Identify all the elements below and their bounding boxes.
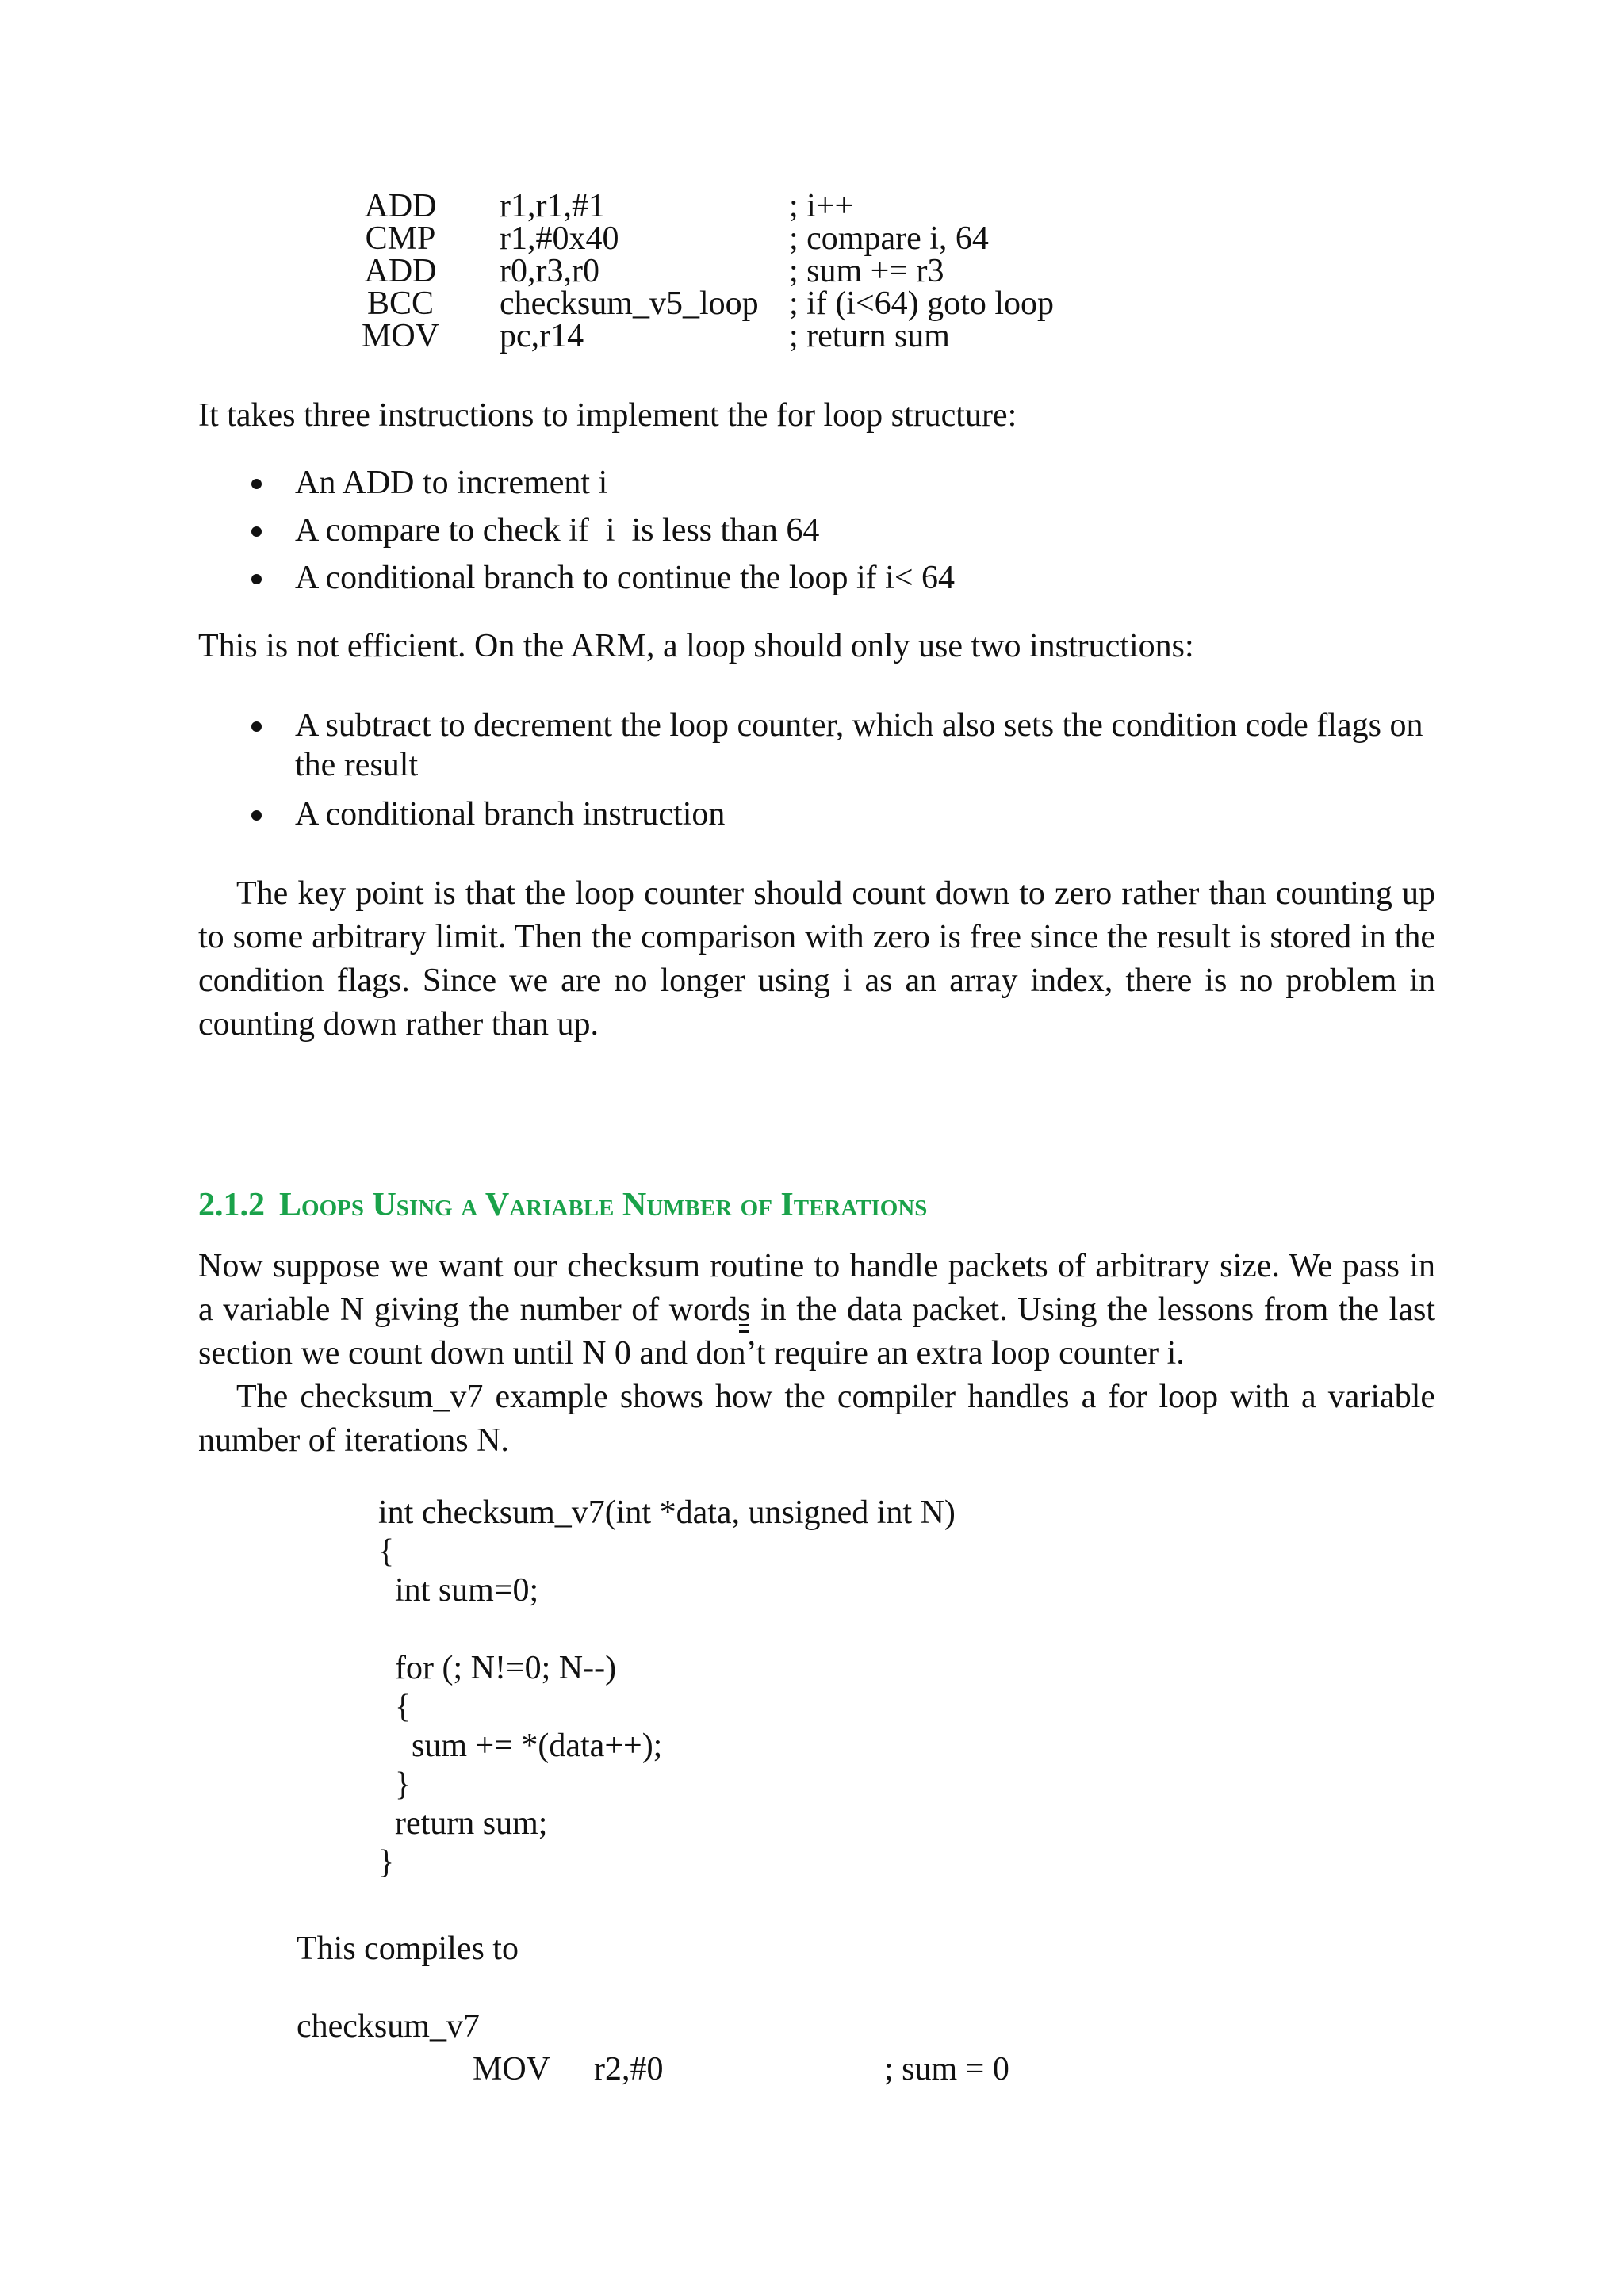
list-item-text: A conditional branch to continue the loop if i< 64 [295,560,956,596]
list-item [246,558,1435,598]
asm-comment: ; compare i, 64 [789,220,989,257]
code-line: } [378,1844,395,1881]
section-heading [198,1186,927,1224]
marked-character: s [737,1292,751,1328]
asm-opcode: BCC [366,285,435,322]
code-line [378,1610,956,1649]
suppose-text-start: Now suppose we want our checksum routine to handle packets of arbitrary size. We pass in a variable N giving the number of word [198,1248,1435,1328]
asm-opcode: CMP [365,220,436,257]
efficiency-paragraph: This is not efficient. On the ARM, a loop should only use two instructions: [198,628,1194,664]
code-line: return sum; [378,1805,548,1842]
asm-comment: ; return sum [789,318,950,354]
bullet-icon [251,721,262,732]
section-title: Loops Using a Variable Number of Iterations [279,1187,928,1223]
asm-opcode: MOV [473,2051,551,2087]
asm-operands: r1,r1,#1 [500,188,605,224]
list-item [246,463,1435,503]
asm-comment: ; sum = 0 [884,2051,1009,2087]
loop-structure-list [246,463,1435,606]
code-line: for (; N!=0; N--) [378,1650,617,1686]
list-item-text: A conditional branch instruction [295,796,726,832]
intro-paragraph: It takes three instructions to implement the for loop structure: [198,397,1017,434]
asm-comment: ; sum += r3 [789,253,944,289]
list-item [246,511,1435,550]
two-instruction-list [246,706,1435,842]
bullet-icon [251,479,262,489]
c-code-block [378,1494,956,1882]
asm-operands: pc,r14 [500,318,584,354]
asm-opcode: MOV [361,318,439,354]
code-line: } [378,1766,412,1803]
code-line: int checksum_v7(int *data, unsigned int N) [378,1494,956,1531]
suppose-paragraph [198,1245,1435,1376]
asm-operands: r1,#0x40 [500,220,619,257]
code-line: { [378,1533,395,1570]
checksum-v7-paragraph: The checksum_v7 example shows how the compiler handles a for loop with a variable number of iterations N. [198,1379,1435,1459]
compiles-to-text: This compiles to [297,1931,519,1967]
section-number: 2.1.2 [198,1187,265,1223]
asm-operands: r0,r3,r0 [500,253,599,289]
key-point-paragraph: The key point is that the loop counter should count down to zero rather than counting up to some arbitrary limit. Then the comparison with zero is free since the result is stored in the condition flags. Since we are no longer using i as an array index, there is no problem in counting down rather than up. [198,875,1435,1043]
list-item [246,706,1435,785]
list-item-text: A subtract to decrement the loop counter, which also sets the condition code flags on the result [295,707,1423,783]
code-line: sum += *(data++); [378,1728,663,1764]
bullet-icon [251,810,262,821]
bullet-icon [251,526,262,537]
asm-comment: ; if (i<64) goto loop [789,285,1054,322]
asm-operands: r2,#0 [594,2051,664,2087]
asm-opcode: ADD [364,188,437,224]
code-line: { [378,1689,412,1725]
asm-operands: checksum_v5_loop [500,285,759,322]
list-item-text: A compare to check if i is less than 64 [295,512,820,549]
suppose-text-end: in the data packet. Using the lessons from the last section we count down until N 0 and don’t require an extra loop counter i. [198,1292,1435,1372]
bullet-icon [251,574,262,584]
asm-comment: ; i++ [789,188,854,224]
list-item-text: An ADD to increment i [295,465,608,501]
code-line: int sum=0; [378,1572,539,1609]
asm-opcode: ADD [364,253,437,289]
list-item [246,794,1435,834]
function-label: checksum_v7 [297,2008,480,2045]
